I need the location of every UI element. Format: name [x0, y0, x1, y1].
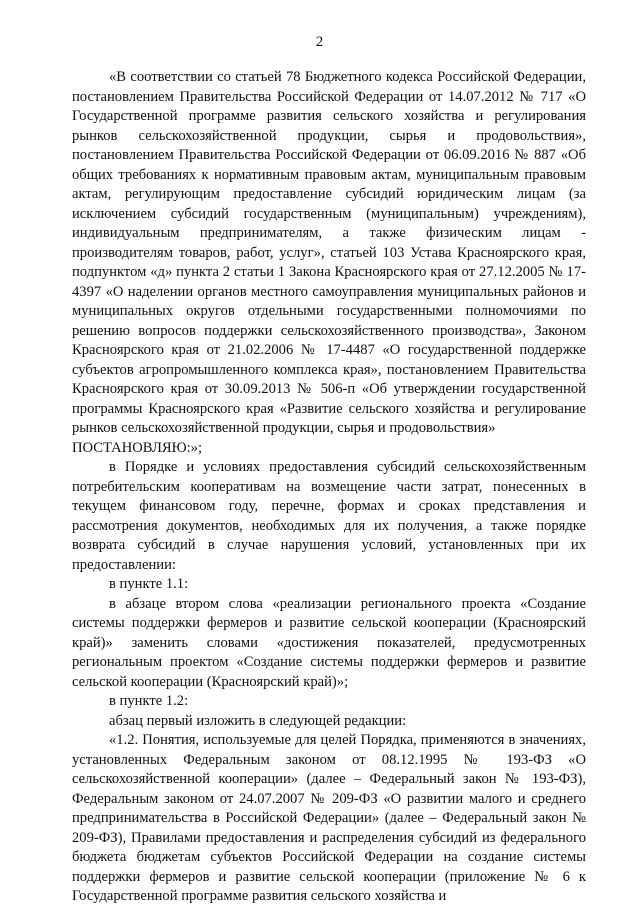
paragraph-new-clause-1-2: «1.2. Понятия, используемые для целей Порядка, применяются в значениях, установленных Федеральным законом от 08.12.1995 № 193-ФЗ «О сельскохозяйственной кооперации» (далее – Федеральный закон № 193-ФЗ), Федеральным законом от 24.07.2007 № 209-ФЗ «О развитии малого и среднего предпринимательства в Российской Федерации» (далее – Федеральный закон № 209-ФЗ), Правилами предоставления и распределения субсидий из федерального бюджета бюджетам субъектов Российской Федерации на создание системы поддержки фермеров и развитие сельской кооперации (приложение № 6 к Государственной программе развития сельского хозяйства и — [72, 732, 586, 904]
paragraph-procedure-intro: в Порядке и условиях предоставления субсидий сельскохозяйственным потребительским кооперативам на возмещение части затрат, понесенных в текущем финансовом году, перечне, формах и сроках представления и рассмотрения документов, необходимых для их получения, а также порядке возврата субсидий в случае нарушения условий, установленных при их предоставлении: — [72, 459, 586, 573]
paragraph-first-abzac: абзац первый изложить в следующей редакции: — [109, 712, 407, 729]
paragraph-legal-basis: «В соответствии со статьей 78 Бюджетного кодекса Российской Федерации, постановлением Правительства Российской Федерации от 14.07.2012 № 717 «О Государственной программе развития сельского хозяйства и регулирования рынков сельскохозяйственной продукции, сырья и продовольствия», постановлением Правительства Российской Федерации от 06.09.2016 № 887 «Об общих требованиях к нормативным правовым актам, муниципальным правовым актам, регулирующим предоставление субсидий юридическим лицам (за исключением субсидий государственным (муниципальным) учреждениям), индивидуальным предпринимателям, а также физическим лицам - производителям товаров, работ, услуг», статьей 103 Устава Красноярского края, подпунктом «д» пункта 2 статьи 1 Закона Красноярского края от 27.12.2005 № 17-4397 «О наделении органов местного самоуправления муниципальных районов и муниципальных округов отдельными государственными полномочиями по решению вопросов поддержки сельскохозяйственного производства», Законом Красноярского края от 21.02.2006 № 17-4487 «О государственной поддержке субъектов агропромышленного комплекса края», постановлением Правительства Красноярского края от 30.09.2013 № 506-п «Об утверждении государственной программы Красноярского края «Развитие сельского хозяйства и регулирование рынков сельскохозяйственной продукции, сырья и продовольствия» — [72, 69, 586, 436]
page-number: 2 — [315, 34, 324, 50]
paragraph-clause-1-2: в пункте 1.2: — [109, 693, 189, 709]
paragraph-clause-1-1-change: в абзаце втором слова «реализации регионального проекта «Создание системы поддержки фермеров и развитие сельской кооперации (Красноярский край)» заменить словами «достижения показателей, предусмотренных региональным проектом «Создание системы поддержки фермеров и развитие сельской кооперации (Красноярский край)»; — [72, 595, 586, 690]
paragraph-clause-1-1: в пункте 1.1: — [109, 576, 189, 592]
document-body — [72, 68, 586, 907]
paragraph-postanovlyayu: ПОСТАНОВЛЯЮ:»; — [72, 439, 203, 456]
